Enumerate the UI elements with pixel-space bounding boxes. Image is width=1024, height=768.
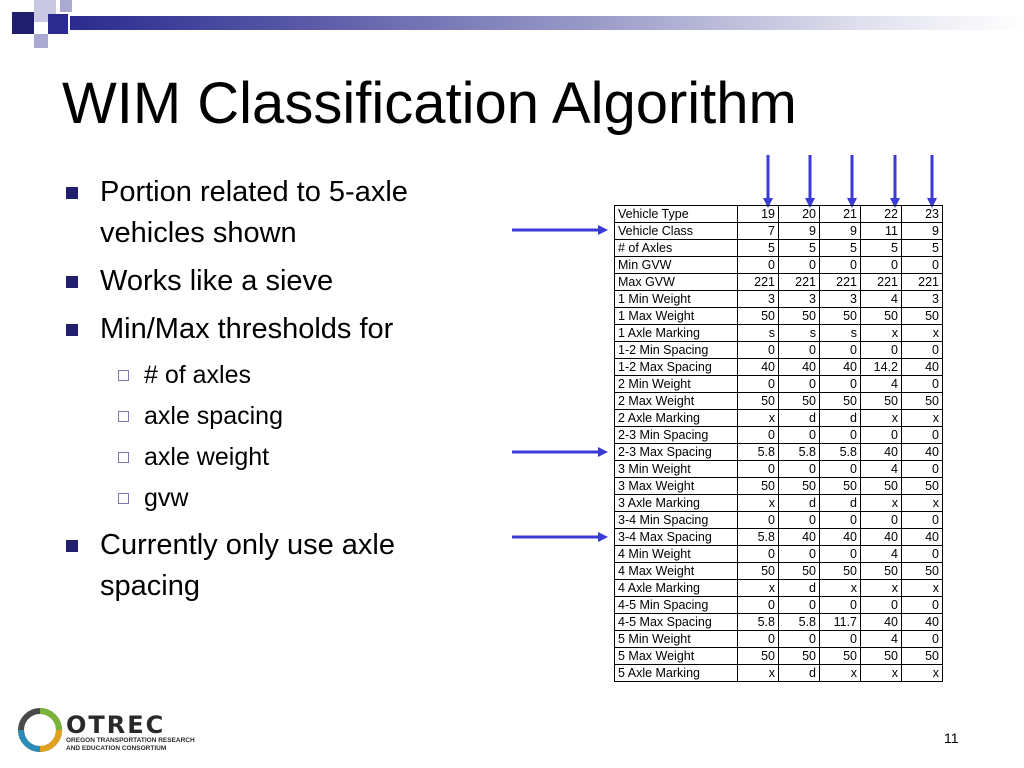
value-cell: 40 — [779, 529, 820, 546]
value-cell: 221 — [861, 274, 902, 291]
value-cell: d — [779, 665, 820, 682]
bullet-text: Works like a sieve — [100, 265, 334, 297]
value-cell: 40 — [820, 529, 861, 546]
value-cell: 0 — [738, 257, 779, 274]
value-cell: 0 — [902, 546, 943, 563]
value-cell: 50 — [861, 308, 902, 325]
sub-bullet-text: # of axles — [144, 361, 252, 389]
bullet-text: Min/Max thresholds for — [100, 313, 394, 345]
row-label-cell: Min GVW — [615, 257, 738, 274]
value-cell: 5 — [820, 240, 861, 257]
value-cell: 50 — [902, 393, 943, 410]
table-row — [615, 410, 943, 427]
value-cell: 3 — [902, 291, 943, 308]
value-cell: 0 — [902, 427, 943, 444]
value-cell: 0 — [738, 342, 779, 359]
value-cell: 221 — [902, 274, 943, 291]
row-label-cell: 1-2 Min Spacing — [615, 342, 738, 359]
value-cell: 5 — [779, 240, 820, 257]
value-cell: 5 — [861, 240, 902, 257]
value-cell: s — [779, 325, 820, 342]
value-cell: 0 — [861, 512, 902, 529]
value-cell: 50 — [861, 478, 902, 495]
value-cell: 0 — [779, 631, 820, 648]
value-cell: d — [779, 580, 820, 597]
otrec-logo-icon — [18, 708, 62, 752]
table-row — [615, 461, 943, 478]
value-cell: 0 — [738, 461, 779, 478]
value-cell: 50 — [820, 393, 861, 410]
value-cell: 3 — [779, 291, 820, 308]
bullet-text: Currently only use axle spacing — [100, 529, 395, 602]
value-cell: x — [902, 495, 943, 512]
value-cell: 5.8 — [738, 444, 779, 461]
value-cell: 50 — [738, 563, 779, 580]
table-row — [615, 274, 943, 291]
value-cell: 0 — [820, 597, 861, 614]
value-cell: 0 — [902, 512, 943, 529]
value-cell: 20 — [779, 206, 820, 223]
value-cell: x — [902, 665, 943, 682]
row-label-cell: 5 Max Weight — [615, 648, 738, 665]
table-row — [615, 325, 943, 342]
value-cell: 50 — [779, 648, 820, 665]
table-row — [615, 495, 943, 512]
bullet-text: Portion related to 5-axle vehicles shown — [100, 176, 408, 249]
value-cell: 50 — [820, 648, 861, 665]
value-cell: 0 — [779, 257, 820, 274]
value-cell: 0 — [902, 597, 943, 614]
table-row — [615, 597, 943, 614]
value-cell: x — [820, 665, 861, 682]
value-cell: 5.8 — [779, 444, 820, 461]
row-label-cell: 1 Min Weight — [615, 291, 738, 308]
table-row — [615, 529, 943, 546]
value-cell: 50 — [820, 308, 861, 325]
value-cell: 50 — [861, 393, 902, 410]
value-cell: 50 — [738, 478, 779, 495]
value-cell: 40 — [779, 359, 820, 376]
value-cell: 0 — [902, 257, 943, 274]
value-cell: 7 — [738, 223, 779, 240]
table-row — [615, 478, 943, 495]
value-cell: 19 — [738, 206, 779, 223]
value-cell: 14.2 — [861, 359, 902, 376]
value-cell: x — [738, 665, 779, 682]
value-cell: 50 — [779, 308, 820, 325]
table-row — [615, 393, 943, 410]
table-row — [615, 427, 943, 444]
row-label-cell: 3 Max Weight — [615, 478, 738, 495]
value-cell: 0 — [902, 631, 943, 648]
table-row — [615, 223, 943, 240]
value-cell: 0 — [820, 257, 861, 274]
value-cell: 5.8 — [779, 614, 820, 631]
value-cell: 40 — [902, 529, 943, 546]
row-label-cell: # of Axles — [615, 240, 738, 257]
row-label-cell: 4 Min Weight — [615, 546, 738, 563]
value-cell: 5 — [738, 240, 779, 257]
table-row — [615, 648, 943, 665]
value-cell: 9 — [779, 223, 820, 240]
value-cell: 0 — [902, 376, 943, 393]
value-cell: 0 — [738, 631, 779, 648]
value-cell: 0 — [820, 342, 861, 359]
table-row — [615, 665, 943, 682]
value-cell: 40 — [902, 444, 943, 461]
value-cell: 40 — [861, 614, 902, 631]
row-label-cell: Vehicle Type — [615, 206, 738, 223]
table-row — [615, 376, 943, 393]
value-cell: 11.7 — [820, 614, 861, 631]
value-cell: d — [779, 410, 820, 427]
value-cell: 0 — [820, 461, 861, 478]
table-row — [615, 291, 943, 308]
row-label-cell: 3-4 Min Spacing — [615, 512, 738, 529]
value-cell: d — [820, 410, 861, 427]
value-cell: x — [738, 580, 779, 597]
value-cell: d — [779, 495, 820, 512]
value-cell: 0 — [738, 376, 779, 393]
value-cell: 0 — [902, 342, 943, 359]
value-cell: x — [902, 580, 943, 597]
value-cell: 50 — [902, 563, 943, 580]
value-cell: d — [820, 495, 861, 512]
value-cell: 0 — [820, 376, 861, 393]
value-cell: 9 — [820, 223, 861, 240]
value-cell: 50 — [738, 648, 779, 665]
value-cell: x — [738, 410, 779, 427]
value-cell: 0 — [820, 631, 861, 648]
row-label-cell: 4 Axle Marking — [615, 580, 738, 597]
row-label-cell: Max GVW — [615, 274, 738, 291]
value-cell: 221 — [779, 274, 820, 291]
row-label-cell: 3 Min Weight — [615, 461, 738, 478]
value-cell: 3 — [738, 291, 779, 308]
table-row — [615, 614, 943, 631]
value-cell: 40 — [902, 359, 943, 376]
value-cell: 50 — [779, 478, 820, 495]
value-cell: 0 — [861, 597, 902, 614]
classification-table — [614, 205, 943, 682]
value-cell: 40 — [738, 359, 779, 376]
value-cell: 0 — [820, 512, 861, 529]
value-cell: 50 — [779, 563, 820, 580]
row-label-cell: 1-2 Max Spacing — [615, 359, 738, 376]
table-row — [615, 512, 943, 529]
table-row — [615, 359, 943, 376]
value-cell: 0 — [779, 461, 820, 478]
value-cell: 4 — [861, 631, 902, 648]
row-label-cell: 4-5 Min Spacing — [615, 597, 738, 614]
value-cell: x — [861, 580, 902, 597]
sub-bullet-text: gvw — [144, 484, 189, 512]
row-label-cell: 2 Min Weight — [615, 376, 738, 393]
value-cell: 50 — [902, 648, 943, 665]
value-cell: x — [861, 495, 902, 512]
value-cell: 50 — [779, 393, 820, 410]
value-cell: 4 — [861, 376, 902, 393]
slide-title: WIM Classification Algorithm — [62, 71, 797, 136]
value-cell: 0 — [738, 512, 779, 529]
value-cell: 0 — [902, 461, 943, 478]
row-label-cell: Vehicle Class — [615, 223, 738, 240]
value-cell: s — [820, 325, 861, 342]
value-cell: 22 — [861, 206, 902, 223]
value-cell: x — [861, 325, 902, 342]
value-cell: 0 — [738, 427, 779, 444]
table-row — [615, 308, 943, 325]
value-cell: 5.8 — [738, 529, 779, 546]
row-label-cell: 2 Max Weight — [615, 393, 738, 410]
row-label-cell: 1 Max Weight — [615, 308, 738, 325]
value-cell: 50 — [820, 478, 861, 495]
value-cell: 4 — [861, 461, 902, 478]
logo-subtitle: OREGON TRANSPORTATION RESEARCH AND EDUCATION CONSORTIUM — [66, 737, 195, 752]
value-cell: 50 — [738, 308, 779, 325]
value-cell: 50 — [738, 393, 779, 410]
value-cell: 0 — [779, 512, 820, 529]
page-number: 11 — [944, 730, 959, 746]
value-cell: 50 — [902, 308, 943, 325]
logo-wordmark: OTREC — [66, 711, 166, 739]
value-cell: 221 — [738, 274, 779, 291]
row-label-cell: 3-4 Max Spacing — [615, 529, 738, 546]
row-label-cell: 4 Max Weight — [615, 563, 738, 580]
value-cell: 0 — [779, 376, 820, 393]
value-cell: 50 — [820, 563, 861, 580]
table-row — [615, 257, 943, 274]
row-label-cell: 2-3 Max Spacing — [615, 444, 738, 461]
value-cell: 21 — [820, 206, 861, 223]
value-cell: 40 — [861, 529, 902, 546]
value-cell: x — [861, 665, 902, 682]
value-cell: 40 — [902, 614, 943, 631]
row-label-cell: 1 Axle Marking — [615, 325, 738, 342]
value-cell: 40 — [861, 444, 902, 461]
value-cell: 0 — [820, 427, 861, 444]
table-row — [615, 546, 943, 563]
value-cell: 0 — [738, 546, 779, 563]
row-label-cell: 4-5 Max Spacing — [615, 614, 738, 631]
value-cell: 5.8 — [738, 614, 779, 631]
table-row — [615, 444, 943, 461]
value-cell: 50 — [861, 563, 902, 580]
value-cell: x — [902, 325, 943, 342]
value-cell: 40 — [820, 359, 861, 376]
value-cell: 5 — [902, 240, 943, 257]
row-label-cell: 5 Axle Marking — [615, 665, 738, 682]
value-cell: 0 — [861, 257, 902, 274]
table-row — [615, 206, 943, 223]
value-cell: 9 — [902, 223, 943, 240]
value-cell: 50 — [861, 648, 902, 665]
value-cell: 50 — [902, 478, 943, 495]
value-cell: 221 — [820, 274, 861, 291]
value-cell: 4 — [861, 546, 902, 563]
row-label-cell: 3 Axle Marking — [615, 495, 738, 512]
value-cell: 0 — [861, 342, 902, 359]
value-cell: 0 — [738, 597, 779, 614]
value-cell: 4 — [861, 291, 902, 308]
table-row — [615, 631, 943, 648]
classification-table-body — [615, 206, 943, 682]
value-cell: 23 — [902, 206, 943, 223]
row-arrows — [512, 230, 603, 537]
value-cell: x — [861, 410, 902, 427]
value-cell: 5.8 — [820, 444, 861, 461]
value-cell: s — [738, 325, 779, 342]
table-row — [615, 563, 943, 580]
sub-bullet-text: axle weight — [144, 443, 270, 471]
value-cell: x — [738, 495, 779, 512]
value-cell: 0 — [779, 427, 820, 444]
row-label-cell: 5 Min Weight — [615, 631, 738, 648]
value-cell: x — [902, 410, 943, 427]
row-label-cell: 2-3 Min Spacing — [615, 427, 738, 444]
value-cell: 0 — [779, 342, 820, 359]
value-cell: 11 — [861, 223, 902, 240]
value-cell: 3 — [820, 291, 861, 308]
table-row — [615, 240, 943, 257]
value-cell: 0 — [820, 546, 861, 563]
row-label-cell: 2 Axle Marking — [615, 410, 738, 427]
value-cell: 0 — [779, 597, 820, 614]
table-row — [615, 342, 943, 359]
value-cell: x — [820, 580, 861, 597]
value-cell: 0 — [779, 546, 820, 563]
value-cell: 0 — [861, 427, 902, 444]
table-row — [615, 580, 943, 597]
sub-bullet-text: axle spacing — [144, 402, 283, 430]
column-arrows — [768, 155, 932, 203]
